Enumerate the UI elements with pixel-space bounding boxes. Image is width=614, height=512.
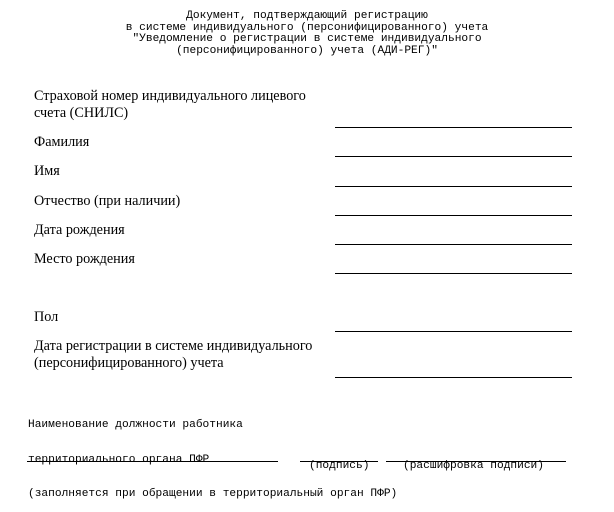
employee-position-label bbox=[28, 397, 397, 512]
field-label-registration-date bbox=[34, 338, 312, 372]
field-label-snils-line-2: счета (СНИЛС) bbox=[34, 105, 129, 121]
name-input-line[interactable] bbox=[335, 186, 572, 187]
field-label-registration-date-line-1: Дата регистрации в системе индивидуального bbox=[34, 338, 313, 354]
birth-place-input-line[interactable] bbox=[335, 273, 572, 274]
title-line-1: Документ, подтверждающий регистрацию bbox=[186, 10, 428, 22]
field-label-birth-date: Дата рождения bbox=[34, 222, 125, 238]
field-label-patronymic: Отчество (при наличии) bbox=[34, 193, 181, 209]
position-label-line-1: Наименование должности работника bbox=[28, 419, 243, 431]
field-label-name: Имя bbox=[34, 163, 60, 179]
title-line-3: "Уведомление о регистрации в системе индивидуального bbox=[132, 33, 482, 45]
field-label-snils bbox=[34, 88, 306, 122]
field-label-sex: Пол bbox=[34, 309, 59, 325]
title-line-4: (персонифицированного) учета (АДИ-РЕГ)" bbox=[176, 44, 438, 57]
field-label-birth-place: Место рождения bbox=[34, 251, 135, 267]
sex-input-line[interactable] bbox=[335, 331, 572, 332]
registration-date-input-line[interactable] bbox=[335, 377, 572, 378]
birth-date-input-line[interactable] bbox=[335, 244, 572, 245]
signature-decode-caption: (расшифровка подписи) bbox=[403, 460, 544, 472]
title-line-2: в системе индивидуального (персонифицированного) учета bbox=[125, 21, 489, 34]
signature-caption: (подпись) bbox=[309, 460, 370, 472]
position-label-line-3: (заполняется при обращении в территориальный орган ПФР) bbox=[28, 488, 398, 500]
position-label-line-2: территориального органа ПФР bbox=[28, 453, 210, 466]
field-label-registration-date-line-2: (персонифицированного) учета bbox=[34, 355, 224, 371]
document-title bbox=[0, 11, 614, 57]
patronymic-input-line[interactable] bbox=[335, 215, 572, 216]
surname-input-line[interactable] bbox=[335, 156, 572, 157]
position-input-line[interactable] bbox=[27, 461, 278, 462]
field-label-snils-line-1: Страховой номер индивидуального лицевого bbox=[34, 88, 306, 104]
field-label-surname: Фамилия bbox=[34, 134, 90, 150]
snils-input-line[interactable] bbox=[335, 127, 572, 128]
